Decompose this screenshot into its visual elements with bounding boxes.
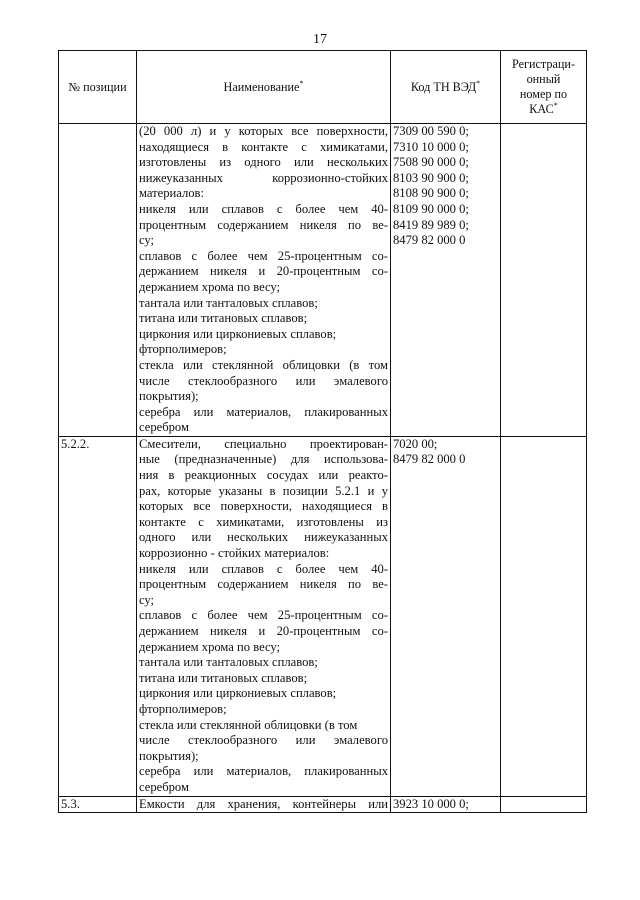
position-cell: 5.2.2.	[59, 436, 137, 796]
footnote-mark: *	[553, 100, 558, 110]
name-line: су;	[139, 233, 155, 248]
code-line: 7020 00;	[393, 436, 438, 451]
name-line: держанием хрома по весу;	[139, 279, 281, 294]
header-name: Наименование*	[137, 51, 391, 124]
table-header-row	[59, 51, 587, 124]
table-row	[59, 124, 587, 437]
name-line: держанием хрома по весу;	[139, 639, 281, 654]
name-line: стекла или стеклянной облицовки (в том	[139, 717, 358, 732]
name-line: контакте с химикатами, изготовлены из	[139, 514, 388, 529]
name-line: ния в реакционных сосудах или реакто-	[139, 468, 388, 483]
table-row	[59, 436, 587, 796]
name-line: серебром	[139, 779, 189, 794]
cas-cell	[501, 124, 587, 437]
name-line: тантала или танталовых сплавов;	[139, 655, 318, 670]
name-line: фторполимеров;	[139, 701, 227, 716]
header-cas: Регистраци- онный номер по КАС*	[501, 51, 587, 124]
footnote-mark: *	[476, 78, 481, 88]
code-line: 7310 10 000 0;	[393, 139, 469, 154]
name-line: которых все поверхности, находящиеся в	[139, 499, 388, 514]
name-line: никеля или сплавов с более чем 40-	[139, 561, 388, 576]
name-line: держанием никеля и 20-процентным со-	[139, 264, 388, 279]
name-line: покрытия);	[139, 748, 199, 763]
name-line: находящиеся в контакте с химикатами,	[139, 139, 388, 154]
name-line: сплавов с более чем 25-процентным со-	[139, 608, 388, 623]
name-line: серебра или материалов, плакированных	[139, 764, 388, 779]
name-line: процентным содержанием никеля по ве-	[139, 577, 388, 592]
goods-table	[58, 50, 587, 813]
footnote-mark: *	[299, 78, 304, 88]
name-line: титана или титановых сплавов;	[139, 311, 308, 326]
name-line: су;	[139, 592, 155, 607]
name-line: ные (предназначенные) для использова-	[139, 452, 388, 467]
name-cell	[137, 436, 391, 796]
code-line: 8108 90 900 0;	[393, 186, 469, 201]
name-line: покрытия);	[139, 389, 199, 404]
name-line: изготовлены из одного или нескольких	[139, 155, 388, 170]
name-line: процентным содержанием никеля по ве-	[139, 217, 388, 232]
name-line: Смесители, специально проектирован-	[139, 436, 388, 451]
header-position: № позиции	[59, 51, 137, 124]
name-line: титана или титановых сплавов;	[139, 670, 308, 685]
code-line: 7309 00 590 0;	[393, 124, 469, 138]
name-line: коррозионно - стойких материалов:	[139, 546, 330, 561]
name-line: фторполимеров;	[139, 342, 227, 357]
name-line: числе стеклообразного или эмалевого	[139, 733, 388, 748]
position-cell	[59, 124, 137, 437]
name-line: циркония или циркониевых сплавов;	[139, 326, 337, 341]
name-line: рах, которые указаны в позиции 5.2.1 и у	[139, 483, 388, 498]
name-line: сплавов с более чем 25-процентным со-	[139, 248, 388, 263]
page-number: 17	[313, 32, 327, 47]
cas-cell	[501, 796, 587, 813]
code-cell	[391, 124, 501, 437]
code-line: 7508 90 000 0;	[393, 155, 469, 170]
code-line: 8479 82 000 0	[393, 452, 466, 467]
name-line: Емкости для хранения, контейнеры или	[139, 796, 388, 811]
name-line: материалов:	[139, 186, 205, 201]
name-line: серебром	[139, 420, 189, 435]
name-line: числе стеклообразного или эмалевого	[139, 373, 388, 388]
name-line: никеля или сплавов с более чем 40-	[139, 201, 388, 216]
cas-cell	[501, 436, 587, 796]
name-line: нижеуказанных коррозионно-стойких	[139, 170, 388, 185]
code-line: 3923 10 000 0;	[393, 796, 469, 811]
name-line: серебра или материалов, плакированных	[139, 404, 388, 419]
name-line: циркония или циркониевых сплавов;	[139, 686, 337, 701]
position-cell: 5.3.	[59, 796, 137, 813]
name-line: одного или нескольких нижеуказанных	[139, 530, 388, 545]
table-row	[59, 796, 587, 813]
name-cell	[137, 124, 391, 437]
code-line: 8419 89 989 0;	[393, 217, 469, 232]
code-line: 8109 90 000 0;	[393, 201, 469, 216]
code-cell	[391, 436, 501, 796]
name-line: (20 000 л) и у которых все поверхности,	[139, 124, 388, 138]
code-line: 8103 90 900 0;	[393, 170, 469, 185]
name-cell	[137, 796, 391, 813]
name-line: держанием никеля и 20-процентным со-	[139, 624, 388, 638]
code-line: 8479 82 000 0	[393, 233, 466, 248]
code-cell	[391, 796, 501, 813]
header-code: Код ТН ВЭД*	[391, 51, 501, 124]
name-line: тантала или танталовых сплавов;	[139, 295, 318, 310]
name-line: стекла или стеклянной облицовки (в том	[139, 357, 388, 372]
